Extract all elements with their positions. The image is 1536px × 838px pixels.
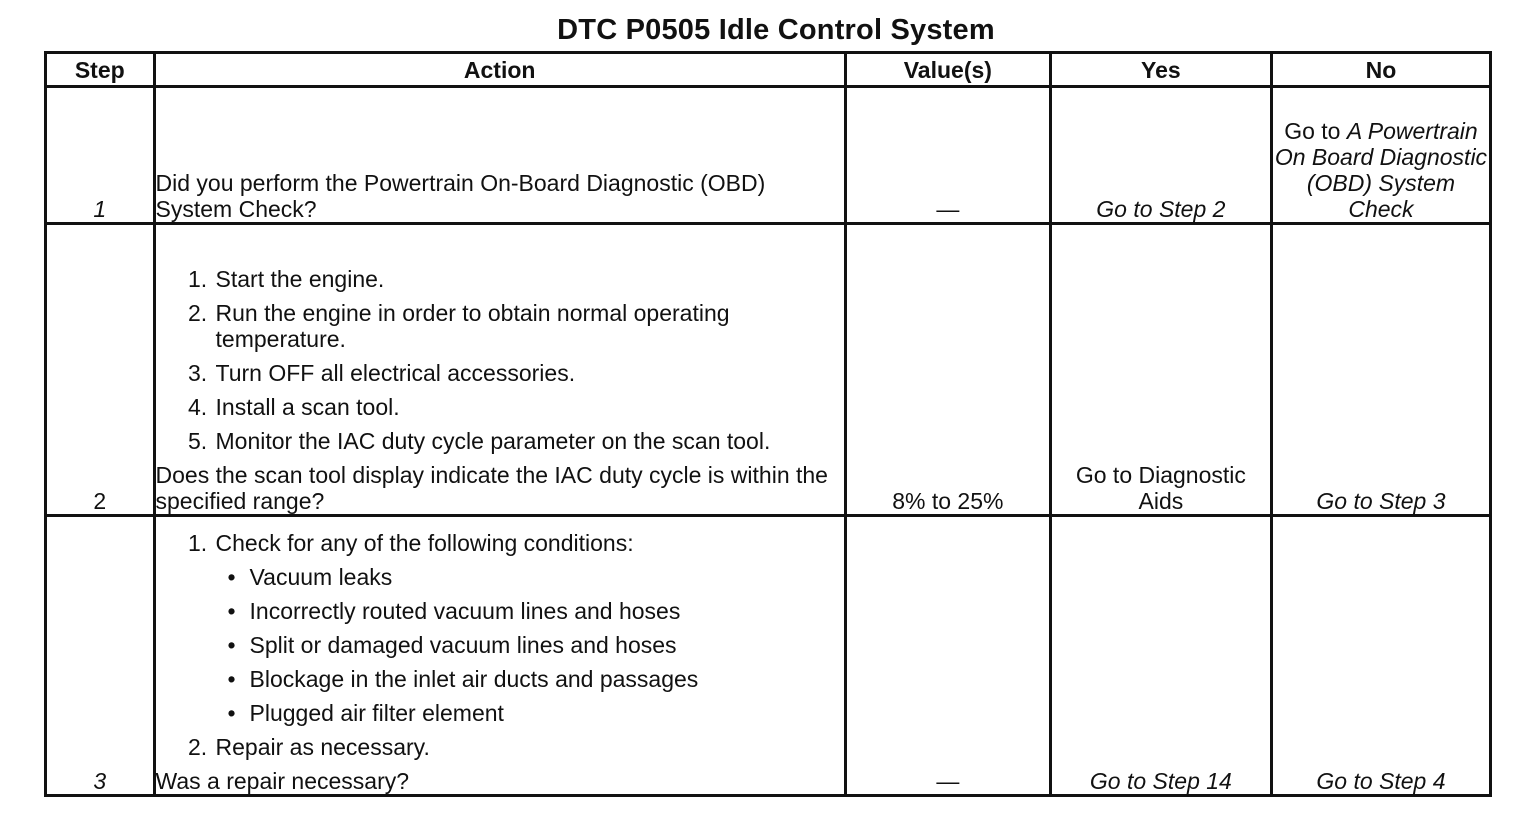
step-number: 1 — [46, 87, 155, 224]
document-title: DTC P0505 Idle Control System — [557, 14, 995, 46]
bullet-item: • Vacuum leaks — [228, 564, 844, 590]
list-item: 5. Monitor the IAC duty cycle parameter on the scan tool. — [214, 428, 844, 454]
table-row — [46, 224, 1491, 516]
bullet-item: • Split or damaged vacuum lines and hoses — [228, 632, 844, 658]
action-steps-list — [156, 266, 844, 454]
action-cell — [154, 224, 845, 516]
bullet-item: • Incorrectly routed vacuum lines and hoses — [228, 598, 844, 624]
list-item — [214, 530, 844, 726]
header-step: Step — [46, 53, 155, 87]
no-cell — [1271, 87, 1490, 224]
bullet-item: • Blockage in the inlet air ducts and passages — [228, 666, 844, 692]
value-cell: — — [845, 87, 1050, 224]
yes-cell: Go to Diagnostic Aids — [1050, 224, 1271, 516]
list-item: 1. Start the engine. — [214, 266, 844, 292]
table-row — [46, 516, 1491, 796]
no-cell: Go to Step 3 — [1271, 224, 1490, 516]
action-cell — [154, 87, 845, 224]
list-item: 2. Run the engine in order to obtain normal operating temperature. — [214, 300, 844, 352]
header-action: Action — [154, 53, 845, 87]
value-cell: — — [845, 516, 1050, 796]
diagnostic-table — [44, 51, 1492, 797]
yes-cell: Go to Step 14 — [1050, 516, 1271, 796]
yes-cell: Go to Step 2 — [1050, 87, 1271, 224]
step-number: 2 — [46, 224, 155, 516]
action-cell — [154, 516, 845, 796]
header-no: No — [1271, 53, 1490, 87]
header-values: Value(s) — [845, 53, 1050, 87]
action-steps-list — [156, 530, 844, 760]
action-text: Did you perform the Powertrain On-Board Diagnostic (OBD) System Check? — [155, 170, 766, 222]
conditions-list — [216, 564, 844, 726]
table-row — [46, 87, 1491, 224]
step-text: Check for any of the following conditions: — [215, 530, 634, 556]
bullet-item: • Plugged air filter element — [228, 700, 844, 726]
list-item: 4. Install a scan tool. — [214, 394, 844, 420]
list-item: 2. Repair as necessary. — [214, 734, 844, 760]
action-question: Was a repair necessary? — [155, 768, 410, 794]
action-question: Does the scan tool display indicate the IAC duty cycle is within the specified range? — [155, 462, 828, 514]
value-cell: 8% to 25% — [845, 224, 1050, 516]
no-cell: Go to Step 4 — [1271, 516, 1490, 796]
step-number: 3 — [46, 516, 155, 796]
header-yes: Yes — [1050, 53, 1271, 87]
header-row — [46, 53, 1491, 87]
list-item: 3. Turn OFF all electrical accessories. — [214, 360, 844, 386]
no-prefix: Go to — [1284, 118, 1347, 144]
no-reference: A Powertrain On Board Diagnostic (OBD) System Check — [1274, 118, 1488, 222]
